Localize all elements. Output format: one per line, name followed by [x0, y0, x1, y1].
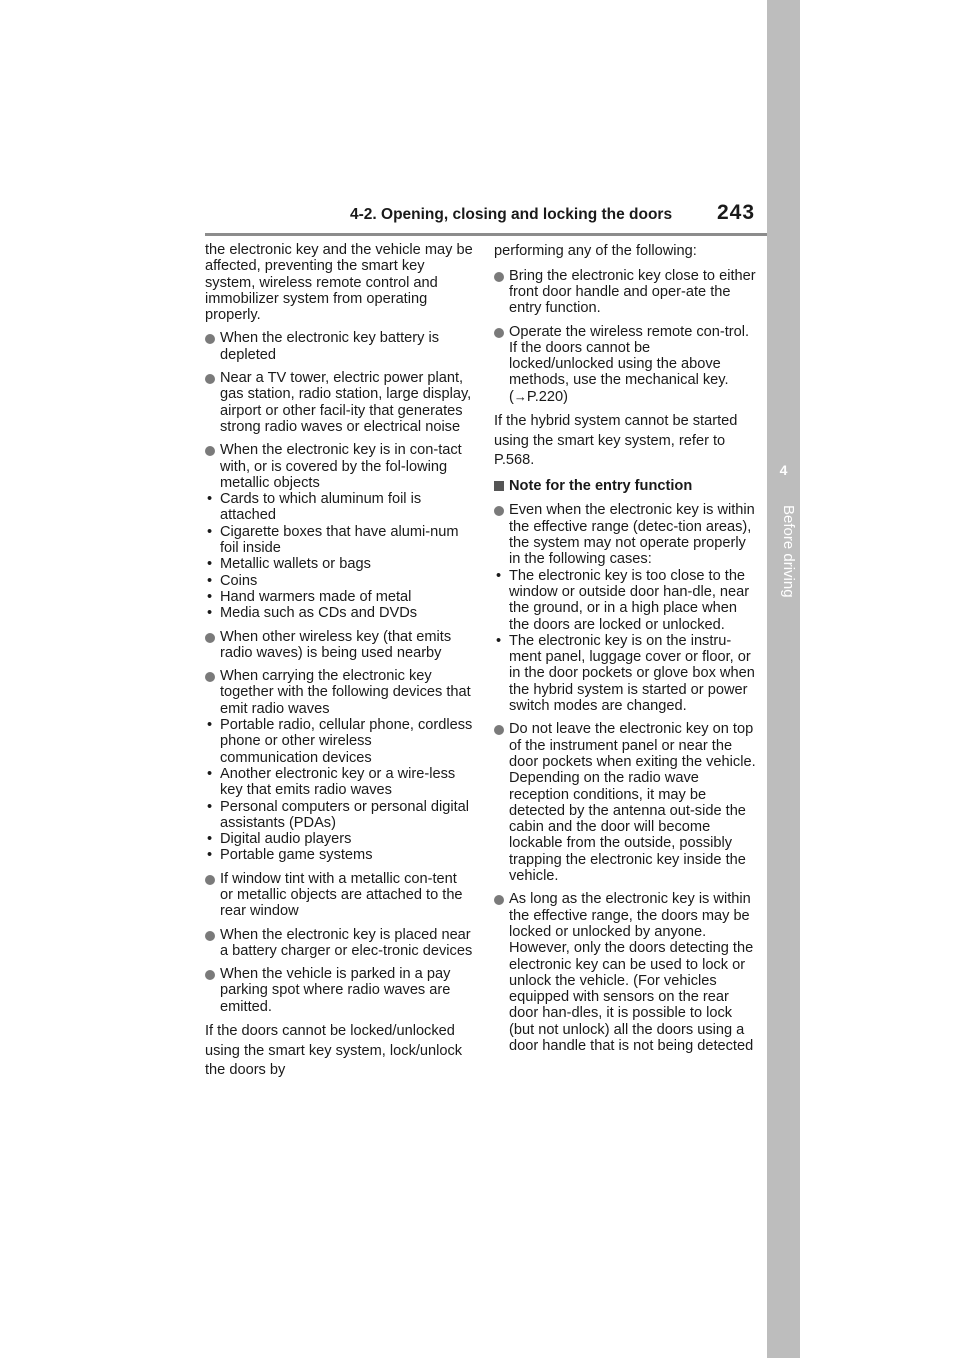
sub-list [494, 568, 756, 715]
left-intro-paragraph: the electronic key and the vehicle may be affected, preventing the smart key system, wireless remote control and immobilizer system from operating properly. [205, 242, 473, 324]
section-title: 4-2. Opening, closing and locking the doors [350, 206, 673, 223]
bullet-icon [205, 633, 215, 643]
bullet-icon [494, 272, 504, 282]
bullet-icon [205, 334, 215, 344]
sub-list [205, 717, 473, 864]
chapter-label: Before driving [780, 505, 797, 598]
sub-list-item: • The electronic key is too close to the window or outside door han-dle, near the ground, or in a high place when the doors are locked or unlocked. [496, 567, 750, 633]
list-item-text: Do not leave the electronic key on top of the instrument panel or near the door pockets when exiting the vehicle. Depending on the radio wave reception conditions, it may be detected by the antenna out-side the cabin and the door will become lockable from the outside, possibly trapping the electronic key inside the vehicle. [509, 721, 756, 885]
list-item [205, 370, 473, 435]
list-item [494, 268, 756, 317]
list-item [494, 721, 756, 884]
bullet-icon [494, 506, 504, 516]
bullet-icon [494, 725, 504, 735]
sub-list-item: • Cards to which aluminum foil is attached [207, 491, 422, 524]
left-column [205, 242, 473, 1088]
bullet-icon [205, 446, 215, 456]
list-item-text: As long as the electronic key is within the effective range, the doors may be locked or unlocked by anyone. However, only the doors detecting the electronic key can be used to lock or unlock the vehicle. (For vehicles equipped with sensors on the rear door han-dles, it is possible to lock (but not unlock) all the doors using a door handle that is not being detected [509, 891, 754, 1054]
list-item-text: When the electronic key is in con-tact with, or is covered by the fol-lowing metallic objects [220, 442, 462, 491]
list-item [494, 502, 756, 567]
list-item [205, 330, 473, 363]
sub-list-item: • Media such as CDs and DVDs [207, 605, 418, 622]
list-item-text: Bring the electronic key close to either front door handle and oper-ate the entry function. [509, 267, 756, 317]
bullet-icon [205, 374, 215, 384]
chapter-number: 4 [779, 462, 788, 478]
list-item-text: Near a TV tower, electric power plant, gas station, radio station, large display, airport or other facil-ity that generates strong radio waves or electrical noise [220, 370, 472, 435]
left-outro-paragraph: If the doors cannot be locked/unlocked using the smart key system, lock/unlock the doors by [205, 1023, 463, 1079]
sub-list-item: • The electronic key is on the instru-ment panel, luggage cover or floor, or in the door pockets or glove box when the hybrid system is started or power switch modes are changed. [496, 632, 755, 715]
sub-list-item: • Another electronic key or a wire-less key that emits radio waves [207, 765, 456, 799]
list-item [205, 927, 473, 960]
header-rule [205, 233, 800, 236]
sub-list-item: • Portable game systems [207, 847, 373, 864]
right-column [494, 242, 756, 1061]
list-item [494, 324, 756, 405]
sub-list-item: • Personal computers or personal digital assistants (PDAs) [207, 798, 470, 831]
square-bullet-icon [494, 481, 504, 491]
list-item-text: When other wireless key (that emits radio waves) is being used nearby [220, 628, 452, 661]
arrow-right-icon: → [513, 388, 527, 404]
list-item-text: When the vehicle is parked in a pay parking spot where radio waves are emitted. [220, 966, 451, 1015]
sub-list-item: • Coins [207, 572, 258, 589]
bullet-icon [205, 672, 215, 682]
list-item [205, 668, 473, 717]
bullet-icon [494, 328, 504, 338]
bullet-icon [494, 895, 504, 905]
right-intro-paragraph: performing any of the following: [494, 243, 697, 259]
sub-list-item: • Hand warmers made of metal [207, 588, 412, 605]
list-item-text: When the electronic key battery is depleted [220, 330, 440, 363]
list-item [494, 891, 756, 1054]
sub-list [205, 491, 473, 621]
list-item [205, 442, 473, 491]
page-number: 243 [717, 201, 756, 224]
sub-list-item: • Cigarette boxes that have alumi-num foil inside [207, 523, 459, 557]
list-item [205, 966, 473, 1015]
list-item [205, 629, 473, 662]
list-item-text: Even when the electronic key is within the effective range (detec-tion areas), the system may not operate properly in the following cases: [509, 502, 755, 568]
list-item-text: When carrying the electronic key together with the following devices that emit radio waves [220, 668, 471, 717]
hybrid-note-paragraph: If the hybrid system cannot be started using the smart key system, refer to P.568. [494, 413, 738, 469]
list-item-text: If window tint with a metallic con-tent or metallic objects are attached to the rear window [220, 870, 463, 920]
page-reference[interactable]: (→P.220) [509, 388, 568, 405]
sub-list-item: • Portable radio, cellular phone, cordless phone or other wireless communication devices [207, 717, 473, 766]
list-item [205, 871, 473, 920]
sub-list-item: • Digital audio players [207, 831, 352, 848]
bullet-icon [205, 931, 215, 941]
list-item-text: Operate the wireless remote con-trol. If the doors cannot be locked/unlocked using the above methods, use the mechanical key. [509, 323, 750, 389]
bullet-icon [205, 970, 215, 980]
subheading: Note for the entry function [494, 478, 756, 494]
list-item-text: When the electronic key is placed near a battery charger or elec-tronic devices [220, 926, 473, 959]
sub-list-item: • Metallic wallets or bags [207, 556, 371, 573]
bullet-icon [205, 875, 215, 885]
